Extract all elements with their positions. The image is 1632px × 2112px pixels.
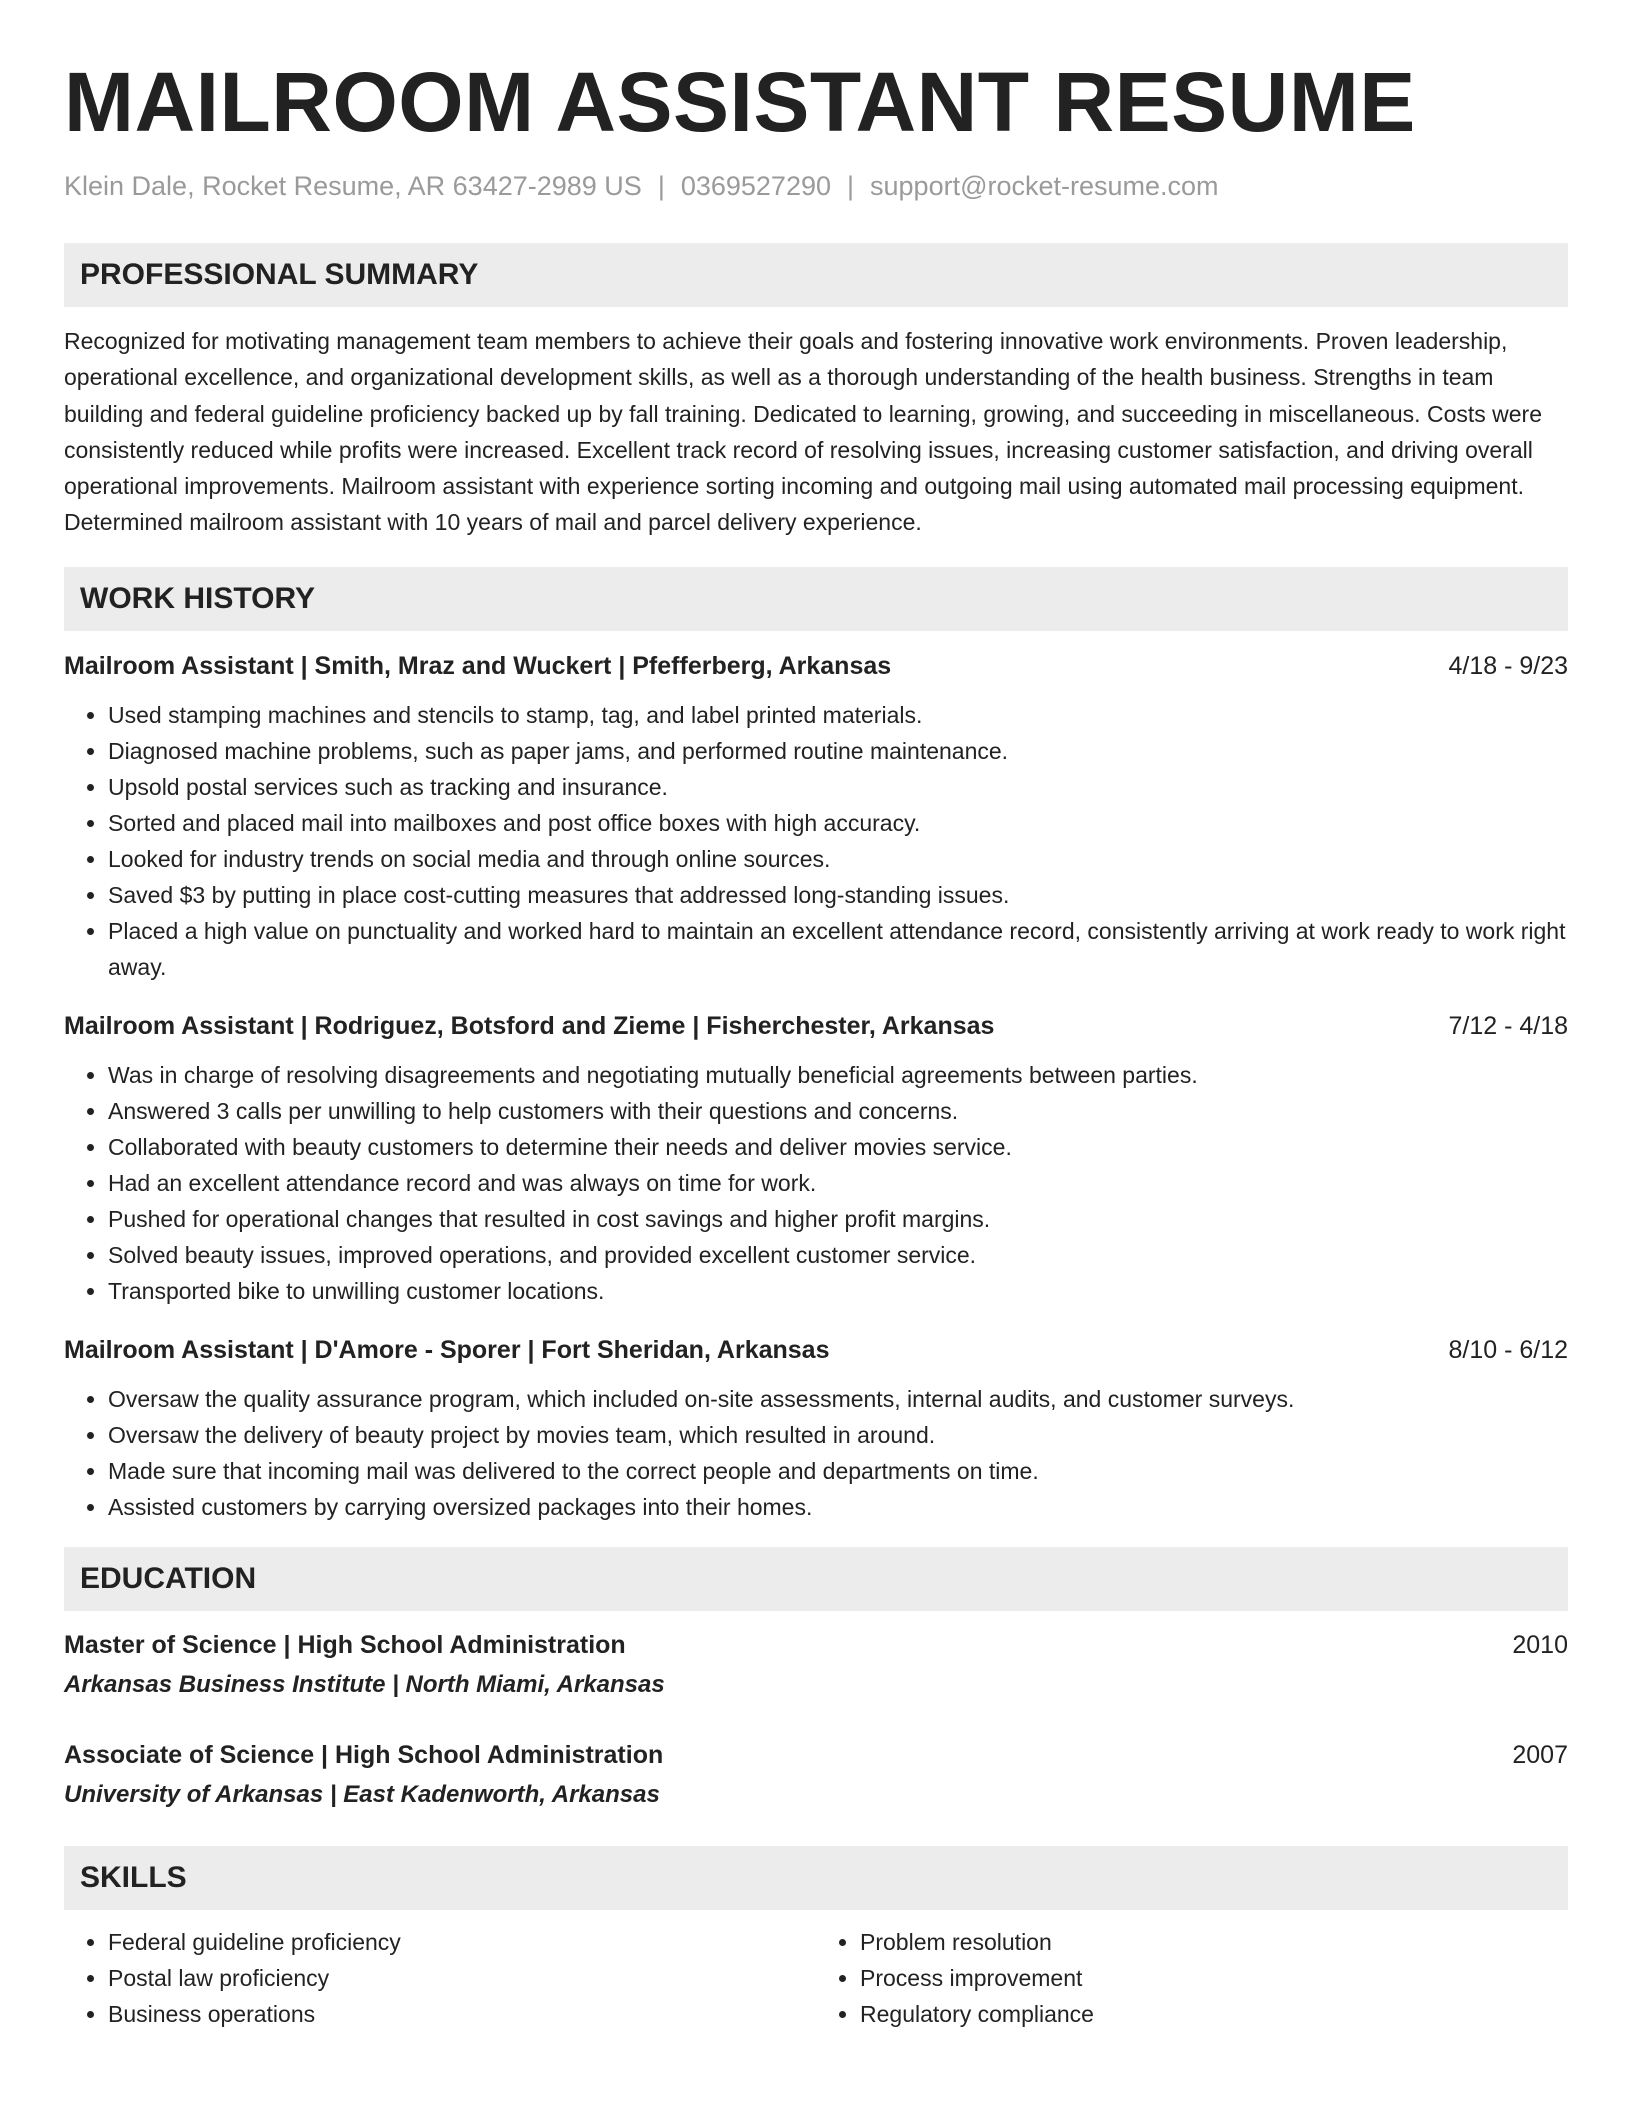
contact-email[interactable]: support@rocket-resume.com [870, 171, 1219, 201]
education-header [64, 1628, 1568, 1662]
education-year: 2010 [1512, 1630, 1568, 1659]
job-bullet: • Pushed for operational changes that resulted in cost savings and higher profit margins. [108, 1201, 1568, 1237]
job-bullet: • Assisted customers by carrying oversized packages into their homes. [108, 1489, 1568, 1525]
contact-address: Klein Dale, Rocket Resume, AR 63427-2989 US [64, 171, 642, 201]
job-header [64, 1333, 1568, 1367]
job-bullets [64, 1381, 1568, 1525]
contact-phone: 0369527290 [680, 171, 831, 201]
summary-text: Recognized for motivating management team members to achieve their goals and fostering innovative work environments. Proven leadership, operational excellence, and organizational development skills, as well as a thorough understanding of the health business. Strengths in team building and federal guideline proficiency backed up by fall training. Dedicated to learning, growing, and succeeding in miscellaneous. Costs were consistently reduced while profits were increased. Excellent track record of resolving issues, increasing customer satisfaction, and driving overall operational improvements. Mailroom assistant with experience sorting incoming and outgoing mail using automated mail processing equipment. Determined mailroom assistant with 10 years of mail and parcel delivery experience. [64, 328, 1542, 536]
job-date: 4/18 - 9/23 [1448, 651, 1568, 680]
skill-item: • Process improvement [860, 1960, 1568, 1996]
job-bullet: • Upsold postal services such as tracking and insurance. [108, 769, 1568, 805]
job-header [64, 1009, 1568, 1043]
skill-item: • Business operations [108, 1996, 816, 2032]
contact-line [64, 168, 1568, 204]
job-title: Mailroom Assistant | Smith, Mraz and Wuckert | Pfefferberg, Arkansas [64, 651, 892, 680]
education-school: University of Arkansas | East Kadenworth, Arkansas [64, 1780, 660, 1808]
job-title: Mailroom Assistant | Rodriguez, Botsford and Zieme | Fisherchester, Arkansas [64, 1011, 995, 1040]
job-bullet: • Used stamping machines and stencils to stamp, tag, and label printed materials. [108, 697, 1568, 733]
skills-section-header: SKILLS [64, 1846, 1568, 1910]
job-bullet: • Sorted and placed mail into mailboxes and post office boxes with high accuracy. [108, 805, 1568, 841]
education-year: 2007 [1512, 1740, 1568, 1769]
job-bullet: • Saved $3 by putting in place cost-cutting measures that addressed long-standing issues. [108, 877, 1568, 913]
job-bullet: • Was in charge of resolving disagreements and negotiating mutually beneficial agreements between parties. [108, 1057, 1568, 1093]
summary-section-header: PROFESSIONAL SUMMARY [64, 243, 1568, 307]
education-entry [64, 1738, 1568, 1812]
resume-title: MAILROOM ASSISTANT RESUME [64, 55, 1416, 149]
job-bullets [64, 697, 1568, 985]
job-entry [64, 1009, 1568, 1309]
job-bullet: • Solved beauty issues, improved operations, and provided excellent customer service. [108, 1237, 1568, 1273]
job-bullet: • Oversaw the delivery of beauty project by movies team, which resulted in around. [108, 1417, 1568, 1453]
job-bullet: • Oversaw the quality assurance program, which included on-site assessments, internal audits, and customer surveys. [108, 1381, 1568, 1417]
job-bullet: • Placed a high value on punctuality and worked hard to maintain an excellent attendance record, consistently arriving at work ready to work right away. [108, 913, 1568, 985]
education-header [64, 1738, 1568, 1772]
education-degree: Master of Science | High School Administration [64, 1630, 626, 1659]
job-bullet: • Collaborated with beauty customers to determine their needs and deliver movies service. [108, 1129, 1568, 1165]
contact-separator: | [847, 171, 855, 201]
skills-column-right [816, 1924, 1568, 2032]
job-date: 7/12 - 4/18 [1448, 1011, 1568, 1040]
education-entry [64, 1628, 1568, 1702]
contact-separator: | [657, 171, 665, 201]
job-bullets [64, 1057, 1568, 1309]
job-bullet: • Transported bike to unwilling customer locations. [108, 1273, 1568, 1309]
work-history-section-header: WORK HISTORY [64, 567, 1568, 631]
job-entry [64, 1333, 1568, 1525]
education-school: Arkansas Business Institute | North Miami, Arkansas [64, 1670, 665, 1698]
job-entry [64, 649, 1568, 985]
skill-item: • Postal law proficiency [108, 1960, 816, 1996]
job-title: Mailroom Assistant | D'Amore - Sporer | Fort Sheridan, Arkansas [64, 1335, 830, 1364]
education-degree: Associate of Science | High School Administration [64, 1740, 664, 1769]
job-bullet: • Answered 3 calls per unwilling to help customers with their questions and concerns. [108, 1093, 1568, 1129]
skill-item: • Federal guideline proficiency [108, 1924, 816, 1960]
skill-item: • Regulatory compliance [860, 1996, 1568, 2032]
skill-item: • Problem resolution [860, 1924, 1568, 1960]
job-bullet: • Diagnosed machine problems, such as paper jams, and performed routine maintenance. [108, 733, 1568, 769]
job-date: 8/10 - 6/12 [1448, 1335, 1568, 1364]
skills-column-left [64, 1924, 816, 2032]
education-section-header: EDUCATION [64, 1547, 1568, 1611]
job-header [64, 649, 1568, 683]
job-bullet: • Made sure that incoming mail was delivered to the correct people and departments on time. [108, 1453, 1568, 1489]
job-bullet: • Had an excellent attendance record and was always on time for work. [108, 1165, 1568, 1201]
skills-list [64, 1924, 1568, 2032]
job-bullet: • Looked for industry trends on social media and through online sources. [108, 841, 1568, 877]
